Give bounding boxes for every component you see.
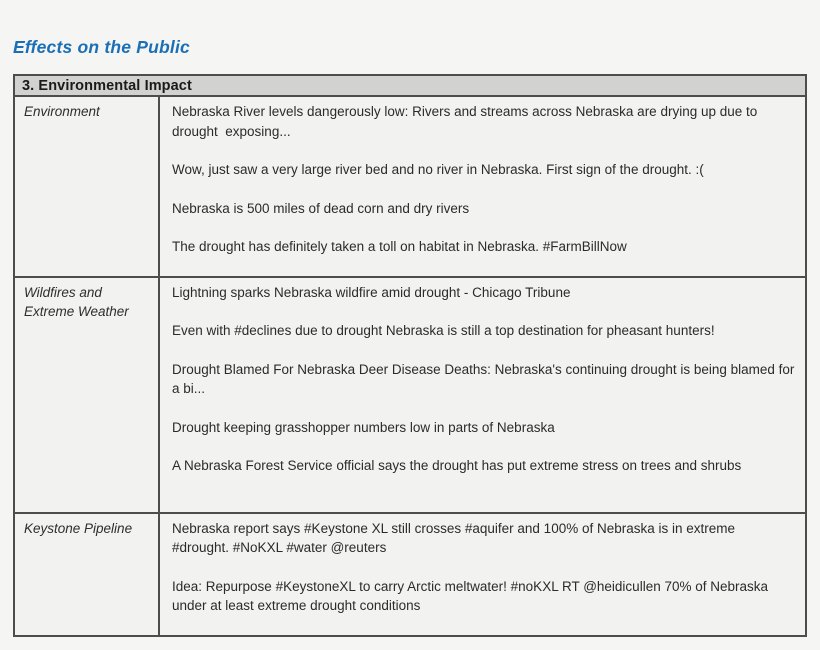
category-cell-wildfires: Wildfires and Extreme Weather — [15, 278, 160, 512]
tweet-text: Idea: Repurpose #KeystoneXL to carry Arctic meltwater! #noKXL RT @heidicullen 70% of Nebraska under at least extreme drought conditions — [172, 578, 772, 613]
category-cell-keystone: Keystone Pipeline — [15, 514, 160, 635]
tweets-cell-environment — [160, 97, 805, 276]
category-cell-environment: Environment — [15, 97, 160, 276]
tweet-text: Drought Blamed For Nebraska Deer Disease Deaths: Nebraska's continuing drought is being blamed for a bi... — [172, 361, 799, 396]
tweet-text: Even with #declines due to drought Nebraska is still a top destination for pheasant hunters! — [172, 323, 715, 338]
table-section-header: 3. Environmental Impact — [15, 76, 805, 97]
table-row-wildfires — [15, 278, 805, 514]
table-row-environment — [15, 97, 805, 278]
tweets-cell-keystone — [160, 514, 805, 635]
tweets-cell-wildfires — [160, 278, 805, 512]
page-title: Effects on the Public — [13, 37, 190, 57]
tweet-text: Nebraska report says #Keystone XL still crosses #aquifer and 100% of Nebraska is in extreme #drought. #NoKXL #water @reuters — [172, 520, 739, 555]
tweet-text: Wow, just saw a very large river bed and no river in Nebraska. First sign of the drought. :( — [172, 162, 704, 177]
tweet-text: Nebraska is 500 miles of dead corn and dry rivers — [172, 200, 470, 216]
table-row-keystone — [15, 514, 805, 635]
tweet-text: Drought keeping grasshopper numbers low in parts of Nebraska — [172, 419, 555, 435]
tweet-text: A Nebraska Forest Service official says the drought has put extreme stress on trees and shrubs — [172, 458, 742, 473]
environmental-impact-table — [13, 74, 807, 637]
tweet-text: Lightning sparks Nebraska wildfire amid drought - Chicago Tribune — [172, 284, 571, 300]
tweet-text: The drought has definitely taken a toll on habitat in Nebraska. #FarmBillNow — [172, 239, 627, 254]
tweet-text: Nebraska River levels dangerously low: Rivers and streams across Nebraska are drying up due to drought exposing... — [172, 104, 762, 139]
